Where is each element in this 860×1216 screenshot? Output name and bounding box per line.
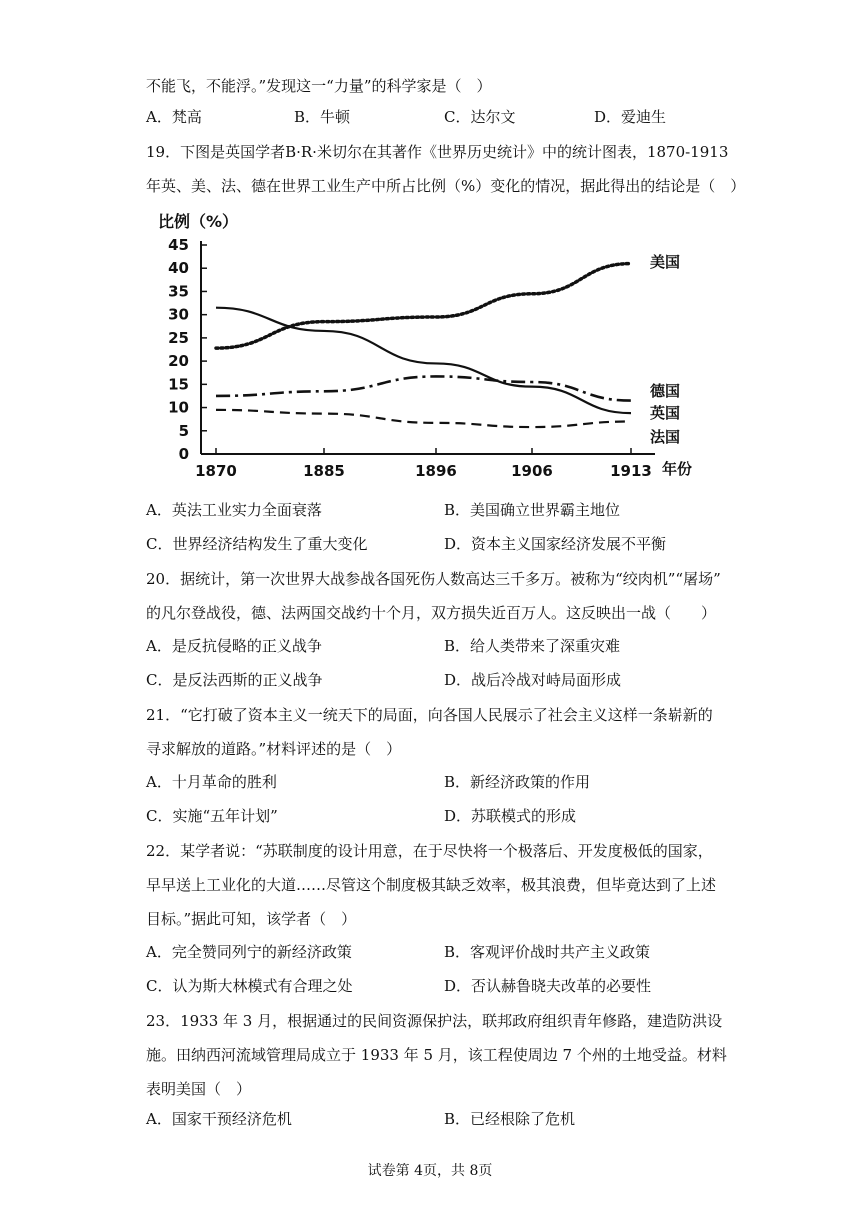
series-line-法国	[216, 410, 631, 427]
y-tick-label: 40	[168, 259, 189, 278]
y-tick-label: 20	[168, 352, 189, 371]
y-tick-label: 0	[178, 445, 189, 463]
option-b: B．新经济政策的作用	[444, 773, 591, 791]
question-19-stem: 19．下图是英国学者B·R·米切尔在其著作《世界历史统计》中的统计图表，1870-1913	[146, 143, 729, 161]
x-tick-label: 1870	[195, 462, 237, 480]
option-b: B．已经根除了危机	[444, 1110, 576, 1128]
option-b: B．客观评价战时共产主义政策	[444, 943, 651, 961]
option-d: D．战后冷战对峙局面形成	[444, 671, 622, 689]
y-tick-label: 45	[168, 236, 189, 254]
question-22-stem: 22．某学者说：“苏联制度的设计用意，在于尽快将一个极落后、开发度极低的国家，	[146, 842, 713, 860]
y-tick-label: 30	[168, 305, 189, 324]
y-tick-label: 35	[168, 282, 189, 301]
x-axis-title: 年份	[662, 460, 693, 478]
x-tick-label: 1913	[610, 462, 652, 480]
option-a: A．完全赞同列宁的新经济政策	[146, 943, 352, 961]
option-a: A．国家干预经济危机	[146, 1110, 292, 1128]
question-23-stem-cont: 表明美国（ ）	[146, 1080, 252, 1098]
chart-series	[216, 264, 631, 427]
series-label: 英国	[650, 404, 681, 422]
option-b: B．牛顿	[294, 108, 351, 126]
option-c: C．是反法西斯的正义战争	[146, 671, 323, 689]
y-tick-label: 5	[178, 421, 189, 440]
option-d: D．苏联模式的形成	[444, 807, 577, 825]
question-22-stem-cont: 早早送上工业化的大道……尽管这个制度极其缺乏效率，极其浪费，但毕竟达到了上述	[146, 876, 717, 894]
option-a: A．十月革命的胜利	[146, 773, 277, 791]
series-line-德国	[216, 376, 631, 400]
option-c: C．认为斯大林模式有合理之处	[146, 977, 353, 995]
y-tick-label: 25	[168, 328, 189, 347]
question-20-stem-cont: 的凡尔登战役，德、法两国交战约十个月，双方损失近百万人。这反映出一战（ ）	[146, 604, 717, 622]
option-a: A．梵高	[146, 108, 202, 126]
question-19-stem-cont: 年英、美、法、德在世界工业生产中所占比例（%）变化的情况，据此得出的结论是（ ）	[146, 177, 746, 195]
x-tick-label: 1885	[303, 462, 345, 480]
series-label: 美国	[650, 253, 681, 271]
series-line-英国	[216, 308, 631, 413]
question-23-stem: 23．1933 年 3 月，根据通过的民间资源保护法，联邦政府组织青年修路，建造防洪设	[146, 1012, 723, 1030]
y-tick-label: 10	[168, 398, 189, 417]
option-b: B．给人类带来了深重灾难	[444, 637, 621, 655]
x-tick-label: 1906	[511, 462, 553, 480]
question-23-stem-cont: 施。田纳西河流域管理局成立于 1933 年 5 月，该工程使周边 7 个州的土地受益。材料	[146, 1046, 727, 1064]
option-d: D．爱迪生	[594, 108, 667, 126]
option-d: D．否认赫鲁晓夫改革的必要性	[444, 977, 652, 995]
option-b: B．美国确立世界霸主地位	[444, 501, 621, 519]
option-a: A．是反抗侵略的正义战争	[146, 637, 322, 655]
option-a: A．英法工业实力全面衰落	[146, 501, 322, 519]
option-c: C．达尔文	[444, 108, 516, 126]
industrial-share-line-chart	[150, 205, 710, 485]
question-text-line: 不能飞，不能浮。”发现这一“力量”的科学家是（ ）	[146, 77, 492, 95]
option-c: C．世界经济结构发生了重大变化	[146, 535, 368, 553]
y-tick-label: 15	[168, 375, 189, 394]
y-axis-title: 比例（%）	[158, 212, 239, 231]
question-22-stem-cont: 目标。”据此可知，该学者（ ）	[146, 910, 357, 928]
option-d: D．资本主义国家经济发展不平衡	[444, 535, 667, 553]
option-c: C．实施“五年计划”	[146, 807, 278, 825]
series-label: 法国	[650, 428, 681, 446]
chart-series-labels	[650, 253, 680, 446]
x-tick-label: 1896	[415, 462, 457, 480]
series-label: 德国	[650, 382, 681, 400]
question-21-stem-cont: 寻求解放的道路。”材料评述的是（ ）	[146, 740, 402, 758]
page-footer: 试卷第 4页，共 8页	[367, 1163, 493, 1179]
question-20-stem: 20．据统计，第一次世界大战参战各国死伤人数高达三千多万。被称为“绞肉机”“屠场”	[146, 570, 721, 588]
series-line-美国	[216, 264, 631, 349]
question-21-stem: 21．“它打破了资本主义一统天下的局面，向各国人民展示了社会主义这样一条崭新的	[146, 706, 713, 724]
